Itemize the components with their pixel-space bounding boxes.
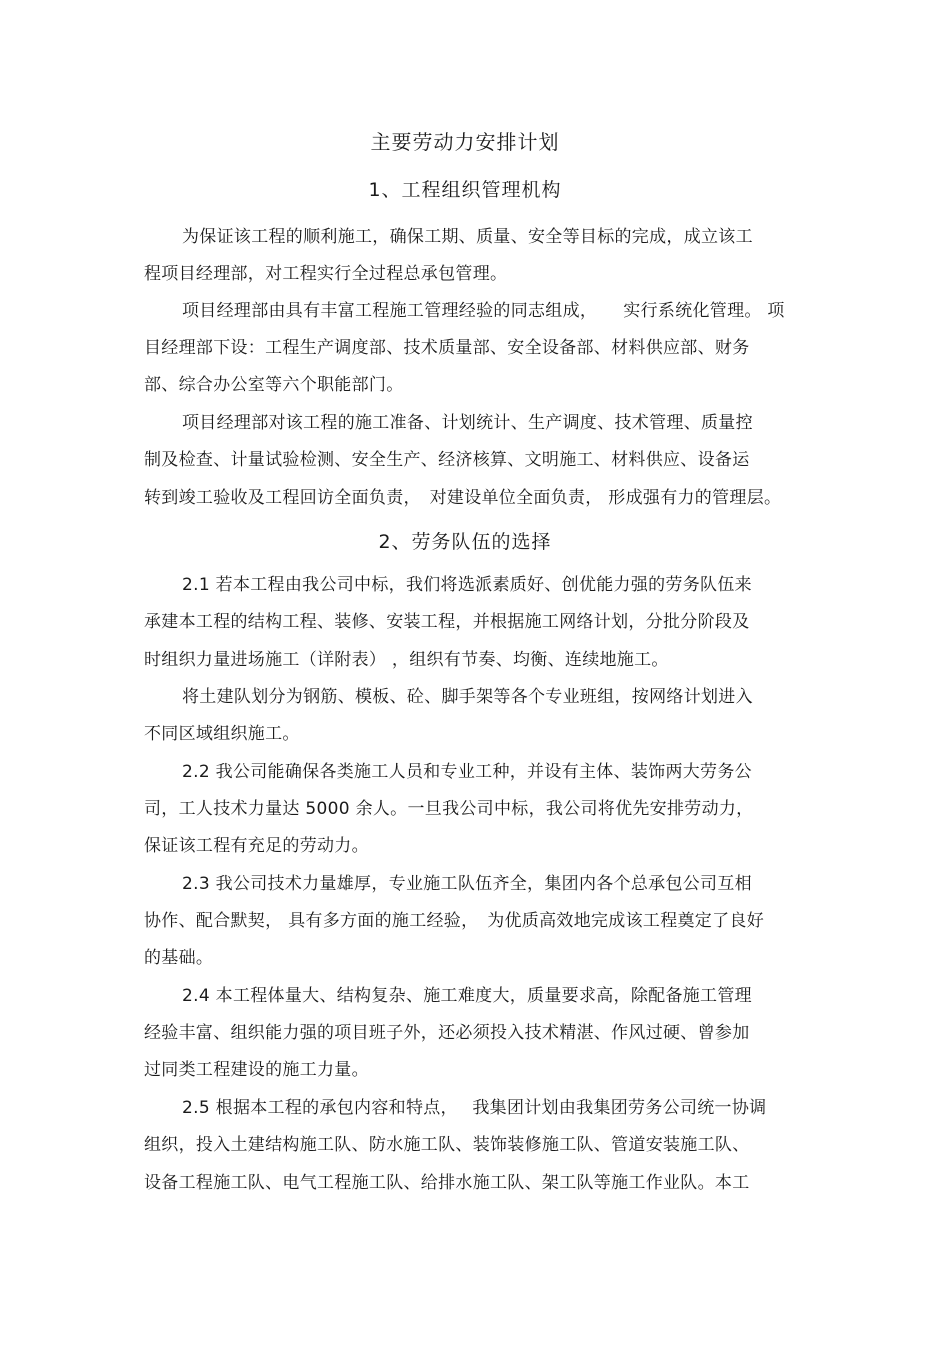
paragraph-line: 目经理部下设：工程生产调度部、技术质量部、安全设备部、材料供应部、财务 [144,338,750,358]
paragraph-line: 组织，投入土建结构施工队、防水施工队、装饰装修施工队、管道安装施工队、 [144,1135,750,1155]
paragraph-line: 将土建队划分为钢筋、模板、砼、脚手架等各个专业班组，按网络计划进入 [182,687,753,707]
section-heading-2: 2、劳务队伍的选择 [378,531,552,553]
paragraph-line: 2.3 我公司技术力量雄厚，专业施工队伍齐全，集团内各个总承包公司互相 [182,874,752,894]
paragraph-line: 2.2 我公司能确保各类施工人员和专业工种，并设有主体、装饰两大劳务公 [182,762,752,782]
document-title: 主要劳动力安排计划 [370,130,560,154]
paragraph-line: 司，工人技术力量达 5000 余人。一旦我公司中标，我公司将优先安排劳动力， [144,799,754,819]
paragraph-line: 过同类工程建设的施工力量。 [144,1060,369,1080]
paragraph-line: 2.1 若本工程由我公司中标，我们将选派素质好、创优能力强的劳务队伍来 [182,575,752,595]
paragraph-line: 保证该工程有充足的劳动力。 [144,836,369,856]
paragraph-line: 转到竣工验收及工程回访全面负责， 对建设单位全面负责， 形成强有力的管理层。 [144,488,782,508]
paragraph-line: 为保证该工程的顺利施工，确保工期、质量、安全等目标的完成，成立该工 [182,227,753,247]
paragraph-line: 2.5 根据本工程的承包内容和特点， 我集团计划由我集团劳务公司统一协调 [182,1098,767,1118]
paragraph-line: 程项目经理部，对工程实行全过程总承包管理。 [144,264,508,284]
paragraph-line: 不同区域组织施工。 [144,724,300,744]
paragraph-line: 项目经理部对该工程的施工准备、计划统计、生产调度、技术管理、质量控 [182,413,753,433]
section-heading-1: 1、工程组织管理机构 [368,179,562,201]
paragraph-line: 项目经理部由具有丰富工程施工管理经验的同志组成， 实行系统化管理。 项 [182,301,785,321]
paragraph-line: 部、综合办公室等六个职能部门。 [144,375,404,395]
paragraph-line: 制及检查、计量试验检测、安全生产、经济核算、文明施工、材料供应、设备运 [144,450,750,470]
paragraph-line: 协作、配合默契， 具有多方面的施工经验， 为优质高效地完成该工程奠定了良好 [144,911,765,931]
paragraph-line: 经验丰富、组织能力强的项目班子外，还必须投入技术精湛、作风过硬、曾参加 [144,1023,750,1043]
paragraph-line: 时组织力量进场施工（详附表） ，组织有节奏、均衡、连续地施工。 [144,650,669,670]
paragraph-line: 设备工程施工队、电气工程施工队、给排水施工队、架工队等施工作业队。本工 [144,1173,750,1193]
paragraph-line: 2.4 本工程体量大、结构复杂、施工难度大，质量要求高，除配备施工管理 [182,986,752,1006]
paragraph-line: 承建本工程的结构工程、装修、安装工程，并根据施工网络计划，分批分阶段及 [144,612,750,632]
paragraph-line: 的基础。 [144,948,214,968]
